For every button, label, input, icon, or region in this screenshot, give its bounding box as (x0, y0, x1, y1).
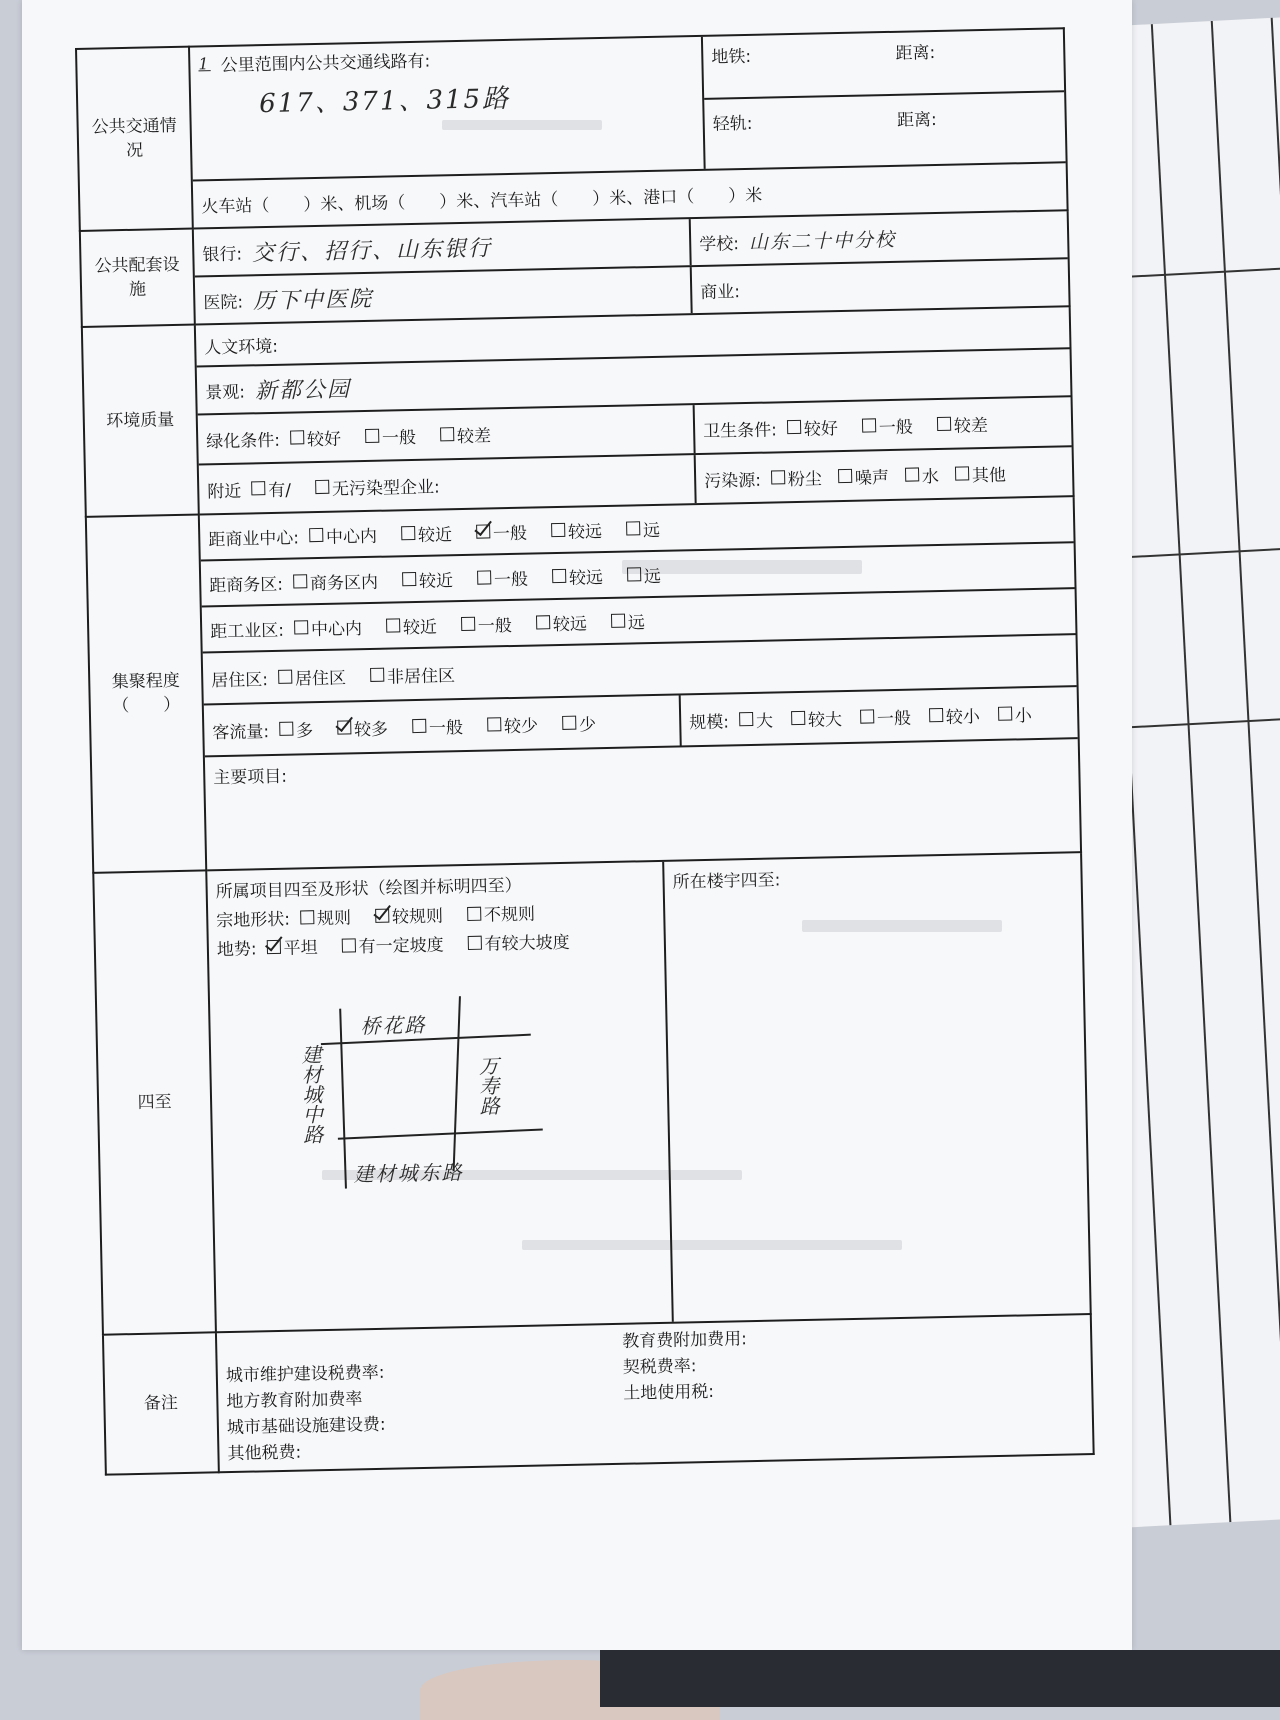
traffic-option-fairly-many[interactable]: 较多 (337, 714, 389, 740)
notes-education-surcharge: 教育费附加费用: (622, 1329, 748, 1352)
pollution-label: 污染源: (704, 470, 762, 492)
biz-option-very-far[interactable]: 远 (627, 561, 662, 587)
scale-label: 规模: (689, 711, 730, 733)
traffic-option-many[interactable]: 多 (279, 716, 314, 742)
bank-label: 银行: (202, 244, 243, 265)
greening-option-average[interactable]: 一般 (365, 422, 417, 448)
scenery-label: 景观: (205, 382, 246, 403)
sketch-west-road: 建材城中路 (297, 1044, 325, 1145)
bus-radius: 1 (198, 54, 211, 74)
metro-label: 地铁: (711, 46, 752, 68)
shape-label: 宗地形状: (216, 909, 291, 932)
agglomeration-title: 集聚程度 (111, 670, 180, 693)
terrain-option-flat[interactable]: 平坦 (266, 933, 318, 959)
nearby-option-none[interactable]: 无污染型企业: (315, 472, 440, 500)
cbd-option-very-far[interactable]: 远 (626, 515, 661, 541)
nearby-label: 附近 (207, 481, 242, 502)
section-transport: 公共交通情况 (76, 47, 193, 231)
sketch-south-road: 建材城东路 (353, 1160, 464, 1187)
commerce-label: 商业: (700, 281, 741, 303)
greening-option-poor[interactable]: 较差 (440, 421, 492, 447)
shape-option-fairly-regular[interactable]: 较规则 (375, 901, 444, 927)
greening-label: 绿化条件: (206, 430, 281, 452)
biz-option-average[interactable]: 一般 (477, 564, 529, 590)
cbd-option-inside[interactable]: 中心内 (309, 521, 378, 547)
pollution-option-other[interactable]: 其他 (955, 460, 1007, 486)
bank-value: 交行、招行、山东银行 (251, 235, 493, 266)
traffic-option-few[interactable]: 少 (562, 710, 597, 736)
bus-label: 公里范围内公共交通线路有: (220, 51, 431, 76)
scenery-value: 新都公园 (254, 376, 352, 404)
hospital-value: 历下中医院 (252, 286, 374, 314)
shape-option-regular[interactable]: 规则 (300, 903, 352, 929)
notes-land-use-tax: 土地使用税: (623, 1381, 715, 1404)
traffic-option-fewer[interactable]: 较少 (487, 711, 539, 737)
terrain-label: 地势: (216, 939, 257, 961)
notes-urban-maintenance-tax: 城市维护建设税费率: (225, 1362, 385, 1387)
sanitation-label: 卫生条件: (702, 419, 778, 442)
biz-label: 距商务区: (209, 574, 284, 596)
residential-option-no[interactable]: 非居住区 (370, 661, 456, 688)
agglomeration-paren: （ ） (112, 694, 181, 717)
sanitation-option-average[interactable]: 一般 (862, 412, 914, 438)
culture-label: 人文环境: (204, 336, 279, 358)
notes-infrastructure-fee: 城市基础设施建设费: (226, 1414, 386, 1439)
scale-option-large[interactable]: 大 (739, 706, 774, 732)
industry-option-far[interactable]: 较远 (536, 609, 588, 635)
terrain-option-steep-slope[interactable]: 有较大坡度 (467, 928, 570, 955)
traffic-option-average[interactable]: 一般 (412, 713, 464, 739)
section-environment: 环境质量 (82, 325, 199, 517)
school-label: 学校: (699, 233, 740, 255)
scale-option-fairly-large[interactable]: 较大 (791, 705, 843, 731)
sanitation-option-poor[interactable]: 较差 (937, 410, 989, 436)
scale-option-fairly-small[interactable]: 较小 (929, 702, 981, 728)
industry-label: 距工业区: (210, 620, 285, 642)
section-notes: 备注 (103, 1332, 219, 1474)
notes-other-taxes: 其他税费: (227, 1442, 302, 1465)
boundary-sketch (290, 993, 595, 1229)
scale-option-average[interactable]: 一般 (860, 703, 912, 729)
industry-option-inside[interactable]: 中心内 (294, 614, 363, 640)
nearby-option-yes[interactable]: 有/ (251, 475, 291, 501)
biz-option-inside[interactable]: 商务区内 (293, 567, 379, 594)
sketch-east-road: 万寿路 (475, 1055, 501, 1116)
industry-option-near[interactable]: 较近 (386, 612, 438, 638)
school-value: 山东二十中分校 (748, 228, 897, 254)
building-boundary-label: 所在楼宇四至: (672, 870, 781, 893)
industry-option-average[interactable]: 一般 (461, 610, 513, 636)
metro-distance-label: 距离: (895, 42, 936, 64)
notes-deed-tax-rate: 契税费率: (622, 1356, 697, 1378)
industry-option-very-far[interactable]: 远 (611, 608, 646, 634)
residential-label: 居住区: (211, 669, 269, 691)
scale-option-small[interactable]: 小 (998, 701, 1033, 727)
hospital-label: 医院: (203, 292, 244, 313)
project-boundary-label: 所属项目四至及形状（绘图并标明四至） (215, 875, 522, 903)
greening-option-good[interactable]: 较好 (290, 424, 342, 450)
section-facilities: 公共配套设施 (80, 229, 195, 327)
pollution-option-noise[interactable]: 噪声 (838, 463, 890, 489)
cbd-option-far[interactable]: 较远 (551, 517, 603, 543)
property-survey-form (75, 27, 1095, 1475)
notes-local-education-surcharge: 地方教育附加费率 (226, 1389, 363, 1413)
pollution-option-dust[interactable]: 粉尘 (771, 464, 823, 490)
pollution-option-water[interactable]: 水 (905, 462, 940, 488)
biz-option-far[interactable]: 较远 (552, 563, 604, 589)
bus-lines-value: 617、371、315路 (258, 83, 511, 120)
shape-option-irregular[interactable]: 不规则 (467, 900, 536, 926)
sketch-north-road: 桥花路 (360, 1012, 427, 1039)
light-rail-distance-label: 距离: (896, 109, 937, 131)
dark-background-edge (600, 1650, 1280, 1707)
cbd-option-average[interactable]: 一般 (476, 518, 528, 544)
cbd-label: 距商业中心: (208, 527, 300, 550)
traffic-label: 客流量: (212, 721, 270, 743)
section-boundaries: 四至 (93, 870, 216, 1334)
light-rail-label: 轻轨: (712, 113, 753, 135)
cbd-option-near[interactable]: 较近 (401, 520, 453, 546)
residential-option-yes[interactable]: 居住区 (278, 663, 347, 689)
sanitation-option-good[interactable]: 较好 (787, 414, 839, 440)
biz-option-near[interactable]: 较近 (402, 566, 454, 592)
terrain-option-some-slope[interactable]: 有一定坡度 (341, 930, 444, 957)
transport-hubs: 火车站（ ）米、机场（ ）米、汽车站（ ）米、港口（ ）米 (201, 185, 763, 217)
section-agglomeration (86, 515, 206, 873)
projects-label: 主要项目: (213, 766, 288, 789)
